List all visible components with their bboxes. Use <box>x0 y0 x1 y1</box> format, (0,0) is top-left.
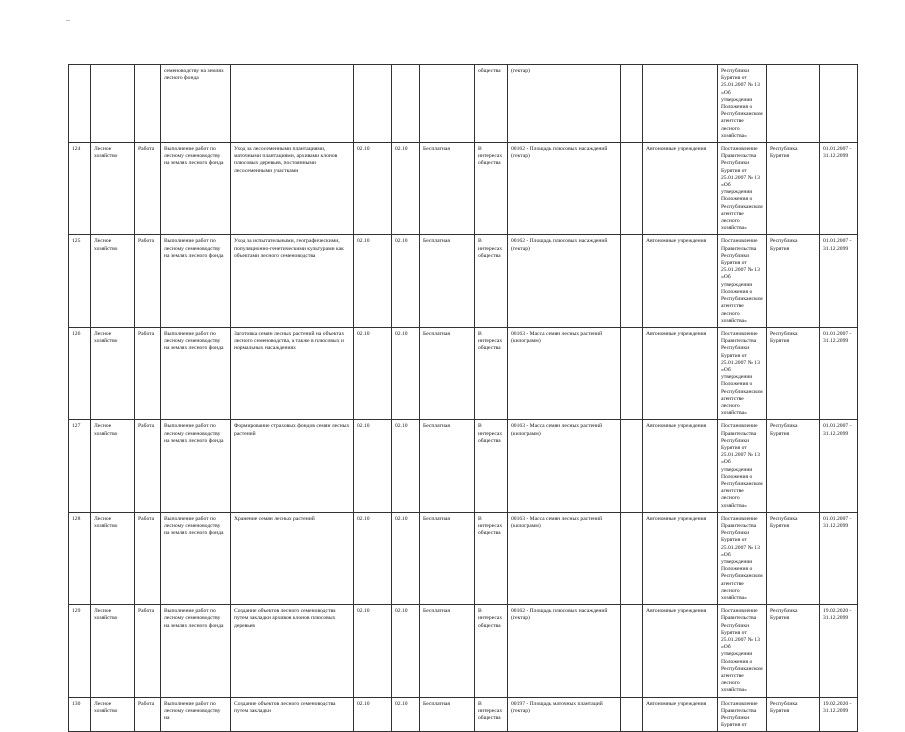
territory-text: Республика Бурятия <box>770 330 798 345</box>
service-name-cell <box>161 420 231 512</box>
okved-code-cell <box>354 327 392 419</box>
activity-sphere-text: Лесное хозяйство <box>94 330 118 345</box>
payment-cell <box>420 143 475 235</box>
table-row <box>69 143 858 235</box>
consumer-category-cell <box>475 605 508 697</box>
row-number-cell <box>69 697 91 732</box>
table-row <box>69 605 858 697</box>
activity-sphere-cell <box>91 65 135 143</box>
payment-text: Бесплатная <box>423 146 450 153</box>
institution-type-cell <box>643 512 718 604</box>
code-text: 02.10 <box>395 146 408 153</box>
institution-type-text: Автономные учреждения <box>646 608 707 615</box>
volume-indicator-cell <box>508 512 621 604</box>
volume-indicator-text: 00197 - Площадь маточных плантаций (гектар) <box>511 700 603 714</box>
period-text: 01.01.2007 - 31.12.2099 <box>823 238 852 252</box>
consumer-category-text: В интересах общества <box>478 515 503 537</box>
territory-text: Республика Бурятия <box>770 146 798 160</box>
period-text: 19.02.2020 - 31.12.2099 <box>823 608 852 622</box>
period-cell <box>820 697 858 732</box>
legal-act-text: Постановление Правительства Республики Бурятия от 25.01.2007 № 13 «Об утверждении Положения о Республиканском агентстве лесного хозяйства» <box>721 146 763 232</box>
institution-type-text: Автономные учреждения <box>646 700 707 707</box>
volume-indicator-cell <box>508 605 621 697</box>
legal-act-cell <box>718 65 767 143</box>
territory-text: Республика Бурятия <box>770 515 798 529</box>
code-text: 02.10 <box>395 330 408 337</box>
period-cell <box>820 512 858 604</box>
consumer-category-cell <box>475 512 508 604</box>
okved-code-text: 02.10 <box>357 423 370 430</box>
empty-cell <box>621 235 643 327</box>
period-cell <box>820 143 858 235</box>
volume-indicator-cell <box>508 697 621 732</box>
activity-sphere-cell <box>91 420 135 512</box>
institution-type-cell <box>643 65 718 143</box>
consumer-category-text: В интересах общества <box>478 700 503 722</box>
activity-sphere-text: Лесное хозяйство <box>94 515 118 529</box>
period-cell <box>820 235 858 327</box>
period-text: 01.01.2007 - 31.12.2099 <box>823 330 852 345</box>
period-cell <box>820 605 858 697</box>
service-name-text: Выполнение работ по лесному семеноводству на <box>164 700 221 722</box>
empty-cell <box>621 327 643 419</box>
row-number-cell <box>69 327 91 419</box>
okved-code-cell <box>354 143 392 235</box>
okved-code-text: 02.10 <box>357 608 370 615</box>
row-number-text: 127 <box>72 423 81 430</box>
scan-mark <box>66 20 70 21</box>
row-number-cell <box>69 605 91 697</box>
period-text: 19.02.2020 - 31.12.2099 <box>823 700 852 714</box>
row-number-text: 125 <box>72 238 81 245</box>
payment-cell <box>420 420 475 512</box>
territory-cell <box>767 697 820 732</box>
payment-cell <box>420 697 475 732</box>
territory-cell <box>767 143 820 235</box>
type-text: Работа <box>138 515 155 522</box>
service-name-text: Выполнение работ по лесному семеноводству на землях лесного фонда <box>164 608 224 629</box>
okved-code-text: 02.10 <box>357 146 370 153</box>
legal-act-cell <box>718 697 767 732</box>
territory-cell <box>767 327 820 419</box>
service-name-text: Выполнение работ по лесному семеноводству на землях лесного фонда <box>164 146 224 167</box>
consumer-category-cell <box>475 697 508 732</box>
work-content-cell <box>231 65 354 143</box>
type-cell <box>135 512 161 604</box>
payment-text: Бесплатная <box>423 700 450 707</box>
activity-sphere-cell <box>91 327 135 419</box>
type-cell <box>135 143 161 235</box>
table-row <box>69 65 858 143</box>
volume-indicator-cell <box>508 143 621 235</box>
activity-sphere-cell <box>91 697 135 732</box>
row-number-cell <box>69 235 91 327</box>
period-cell <box>820 65 858 143</box>
consumer-category-text: В интересах общества <box>478 238 503 259</box>
code-cell <box>392 420 420 512</box>
territory-cell <box>767 235 820 327</box>
legal-act-cell <box>718 143 767 235</box>
volume-indicator-text: 00163 - Масса семян лесных растений (килограмм) <box>511 330 603 345</box>
code-cell <box>392 143 420 235</box>
payment-cell <box>420 605 475 697</box>
type-text: Работа <box>138 423 155 430</box>
territory-cell <box>767 512 820 604</box>
okved-code-cell <box>354 512 392 604</box>
okved-code-cell <box>354 65 392 143</box>
empty-cell <box>621 605 643 697</box>
row-number-text: 129 <box>72 608 81 615</box>
row-number-text: 124 <box>72 146 81 153</box>
legal-act-text: Республики Бурятия от 25.01.2007 № 13 «Об утверждении Положения о Республиканском агентстве лесного хозяйства» <box>721 68 763 139</box>
okved-code-cell <box>354 697 392 732</box>
row-number-cell <box>69 512 91 604</box>
payment-text: Бесплатная <box>423 238 450 245</box>
work-content-cell <box>231 327 354 419</box>
territory-text: Республика Бурятия <box>770 423 798 437</box>
payment-cell <box>420 512 475 604</box>
payment-text: Бесплатная <box>423 608 450 615</box>
institution-type-cell <box>643 605 718 697</box>
legal-act-cell <box>718 420 767 512</box>
period-cell <box>820 420 858 512</box>
okved-code-text: 02.10 <box>357 238 370 245</box>
service-name-cell <box>161 65 231 143</box>
legal-act-cell <box>718 327 767 419</box>
type-cell <box>135 697 161 732</box>
okved-code-cell <box>354 420 392 512</box>
activity-sphere-cell <box>91 235 135 327</box>
table-row <box>69 327 858 419</box>
code-cell <box>392 605 420 697</box>
service-name-text: Выполнение работ по лесному семеноводству на землях лесного фонда <box>164 238 224 259</box>
type-text: Работа <box>138 146 155 153</box>
code-cell <box>392 65 420 143</box>
consumer-category-cell <box>475 65 508 143</box>
type-text: Работа <box>138 700 155 707</box>
code-cell <box>392 512 420 604</box>
work-content-text: Формирование страховых фондов семян лесных растений <box>234 423 350 437</box>
work-content-cell <box>231 697 354 732</box>
work-content-cell <box>231 512 354 604</box>
activity-sphere-text: Лесное хозяйство <box>94 423 118 437</box>
activity-sphere-text: Лесное хозяйство <box>94 146 118 160</box>
institution-type-cell <box>643 420 718 512</box>
work-content-text: Создание объектов лесного семеноводства путем закладки <box>234 700 336 714</box>
service-name-cell <box>161 235 231 327</box>
activity-sphere-cell <box>91 605 135 697</box>
type-text: Работа <box>138 238 155 245</box>
service-name-cell <box>161 512 231 604</box>
okved-code-cell <box>354 235 392 327</box>
volume-indicator-text: 00163 - Масса семян лесных растений (килограмм) <box>511 515 603 529</box>
legal-act-text: Постановление Правительства Республики Бурятия от 25.01.2007 № 13 «Об утверждении Положения о Республиканском агентстве лесного хозяйства» <box>721 423 763 509</box>
volume-indicator-text: 00163 - Масса семян лесных растений (килограмм) <box>511 423 603 437</box>
consumer-category-text: В интересах общества <box>478 423 503 444</box>
okved-code-text: 02.10 <box>357 330 370 337</box>
type-cell <box>135 65 161 143</box>
activity-sphere-text: Лесное хозяйство <box>94 238 118 252</box>
institution-type-text: Автономные учреждения <box>646 330 707 337</box>
table-row <box>69 512 858 604</box>
period-cell <box>820 327 858 419</box>
volume-indicator-text: 00162 - Площадь плюсовых насаждений (гектар) <box>511 608 608 622</box>
volume-indicator-text: (гектар) <box>511 68 530 74</box>
work-content-text: Заготовка семян лесных растений на объектах лесного семеноводства, а также в плюсовых и нормальных насаждениях <box>234 330 345 352</box>
consumer-category-text: общества <box>478 68 501 74</box>
volume-indicator-cell <box>508 420 621 512</box>
territory-cell <box>767 605 820 697</box>
table-row <box>69 697 858 732</box>
empty-cell <box>621 697 643 732</box>
work-content-cell <box>231 605 354 697</box>
period-text: 01.01.2007 - 31.12.2099 <box>823 515 852 529</box>
row-number-cell <box>69 65 91 143</box>
payment-text: Бесплатная <box>423 423 450 430</box>
institution-type-text: Автономные учреждения <box>646 515 707 522</box>
period-text: 01.01.2007 - 31.12.2099 <box>823 146 852 160</box>
type-cell <box>135 235 161 327</box>
payment-cell <box>420 327 475 419</box>
okved-code-cell <box>354 605 392 697</box>
code-cell <box>392 327 420 419</box>
code-text: 02.10 <box>395 608 408 615</box>
period-text: 01.01.2007 - 31.12.2099 <box>823 423 852 437</box>
institution-type-cell <box>643 327 718 419</box>
activity-sphere-text: Лесное хозяйство <box>94 700 118 714</box>
consumer-category-text: В интересах общества <box>478 330 503 352</box>
work-content-text: Уход за лесосеменными плантациями, маточными плантациями, архивами клонов плюсовых деревьев, постоянными лесосеменными участками <box>234 146 338 174</box>
service-name-text: Выполнение работ по лесному семеноводству на землях лесного фонда <box>164 423 224 444</box>
work-content-cell <box>231 143 354 235</box>
institution-type-cell <box>643 143 718 235</box>
type-cell <box>135 605 161 697</box>
consumer-category-cell <box>475 235 508 327</box>
institution-type-text: Автономные учреждения <box>646 146 707 153</box>
services-table <box>68 64 858 732</box>
volume-indicator-text: 00162 - Площадь плюсовых насаждений (гектар) <box>511 146 608 160</box>
payment-cell <box>420 235 475 327</box>
empty-cell <box>621 420 643 512</box>
legal-act-text: Постановление Правительства Республики Бурятия от 25.01.2007 № 13 «Об утверждении Положения о Республиканском агентстве лесного хозяйства» <box>721 238 763 324</box>
service-name-text: Выполнение работ по лесному семеноводству на землях лесного фонда <box>164 330 224 352</box>
legal-act-text: Постановление Правительства Республики Бурятия от 25.01.2007 № 13 «Об утверждении Положения о Республиканском агентстве лесного хозяйства» <box>721 330 763 417</box>
code-text: 02.10 <box>395 515 408 522</box>
row-number-cell <box>69 143 91 235</box>
row-number-text: 128 <box>72 515 81 522</box>
type-text: Работа <box>138 330 155 337</box>
work-content-text: Создание объектов лесного семеноводства путем закладки архивов клонов плюсовых деревьев <box>234 608 336 629</box>
code-cell <box>392 235 420 327</box>
activity-sphere-text: Лесное хозяйство <box>94 608 118 622</box>
volume-indicator-text: 00162 - Площадь плюсовых насаждений (гектар) <box>511 238 608 252</box>
type-cell <box>135 420 161 512</box>
consumer-category-cell <box>475 420 508 512</box>
service-name-cell <box>161 605 231 697</box>
consumer-category-text: В интересах общества <box>478 608 503 629</box>
empty-cell <box>621 512 643 604</box>
service-name-cell <box>161 143 231 235</box>
activity-sphere-cell <box>91 512 135 604</box>
consumer-category-cell <box>475 327 508 419</box>
legal-act-cell <box>718 605 767 697</box>
legal-act-cell <box>718 512 767 604</box>
row-number-cell <box>69 420 91 512</box>
work-content-text: Хранение семян лесных растений <box>234 515 315 522</box>
legal-act-text: Постановление Правительства Республики Бурятия от 25.01.2007 № 13 «Об утверждении Положения о Республиканском агентстве лесного хозяйства» <box>721 515 763 602</box>
type-text: Работа <box>138 608 155 615</box>
service-name-cell <box>161 327 231 419</box>
volume-indicator-cell <box>508 65 621 143</box>
row-number-text: 126 <box>72 330 81 337</box>
volume-indicator-cell <box>508 327 621 419</box>
consumer-category-text: В интересах общества <box>478 146 503 167</box>
consumer-category-cell <box>475 143 508 235</box>
okved-code-text: 02.10 <box>357 515 370 522</box>
work-content-cell <box>231 235 354 327</box>
institution-type-text: Автономные учреждения <box>646 238 707 245</box>
row-number-text: 130 <box>72 700 81 707</box>
legal-act-cell <box>718 235 767 327</box>
institution-type-cell <box>643 235 718 327</box>
territory-cell <box>767 65 820 143</box>
territory-text: Республика Бурятия <box>770 238 798 252</box>
legal-act-text: Постановление Правительства Республики Бурятия от <box>721 700 758 729</box>
service-name-cell <box>161 697 231 732</box>
volume-indicator-cell <box>508 235 621 327</box>
institution-type-cell <box>643 697 718 732</box>
legal-act-text: Постановление Правительства Республики Бурятия от 25.01.2007 № 13 «Об утверждении Положения о Республиканском агентстве лесного хозяйства» <box>721 608 763 694</box>
service-name-text: семеноводству на землях лесного фонда <box>164 68 224 82</box>
payment-cell <box>420 65 475 143</box>
code-text: 02.10 <box>395 423 408 430</box>
work-content-cell <box>231 420 354 512</box>
work-content-text: Уход за испытательными, географическими, популяционно-генетическими культурами как объектами лесного семеноводства <box>234 238 344 259</box>
code-text: 02.10 <box>395 700 408 707</box>
territory-text: Республика Бурятия <box>770 700 798 714</box>
service-name-text: Выполнение работ по лесному семеноводству на землях лесного фонда <box>164 515 224 537</box>
empty-cell <box>621 143 643 235</box>
table-row <box>69 235 858 327</box>
empty-cell <box>621 65 643 143</box>
code-text: 02.10 <box>395 238 408 245</box>
payment-text: Бесплатная <box>423 330 450 337</box>
territory-cell <box>767 420 820 512</box>
activity-sphere-cell <box>91 143 135 235</box>
okved-code-text: 02.10 <box>357 700 370 707</box>
territory-text: Республика Бурятия <box>770 608 798 622</box>
code-cell <box>392 697 420 732</box>
type-cell <box>135 327 161 419</box>
payment-text: Бесплатная <box>423 515 450 522</box>
table-row <box>69 420 858 512</box>
institution-type-text: Автономные учреждения <box>646 423 707 430</box>
